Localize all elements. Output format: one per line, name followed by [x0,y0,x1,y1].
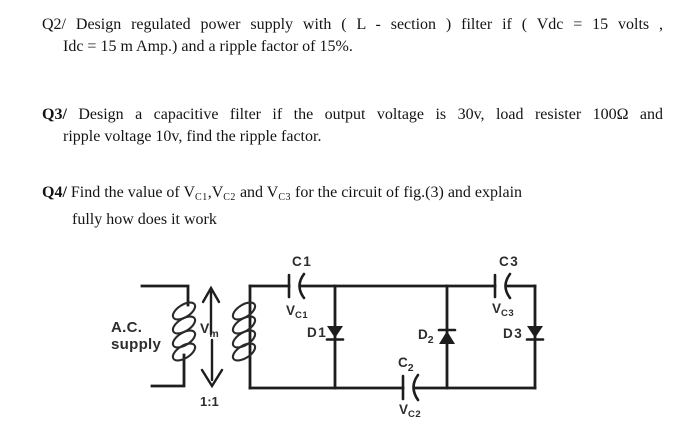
q2-text-line1: Design regulated power supply with ( L - section ) filter if ( Vdc = 15 volts , [75,16,664,33]
vc3-main: V [492,301,502,316]
d1-label [307,325,327,340]
c2-main: C [398,355,408,370]
q3-number: Q3/ [42,106,67,123]
q4-text-part3: and V [235,184,279,201]
d3-label [503,326,523,341]
q4-text-line2: fully how does it work [72,211,217,228]
c3-text: C3 [499,254,520,269]
c2-label [398,355,414,374]
question-q3 [42,104,663,148]
d3-text: D3 [503,326,524,341]
ac-supply-line1: A.C. [111,319,143,336]
vm-main: V [200,320,210,336]
d2-label [418,327,434,346]
q2-line1 [42,14,663,36]
q3-text-line2: ripple voltage 10v, find the ripple factor. [63,128,322,145]
diode-d3-icon [527,286,543,388]
q4-text-part4: for the circuit of fig.(3) and explain [290,184,523,201]
vc1-label [286,303,308,321]
primary-top-lead [142,286,188,305]
q4-sub-c3: C3 [278,192,291,203]
c1-label [292,254,312,269]
vc3-label [492,301,514,319]
c2-sub: 2 [407,362,414,374]
vc2-main: V [399,402,409,417]
q4-line1 [42,182,522,209]
turns-ratio-label: 1:1 [200,394,219,409]
q4-text-part1: Find the value of V [70,184,196,201]
vc2-sub: C2 [408,409,422,420]
vm-label [200,320,219,340]
ac-supply-line2: supply [111,336,162,353]
question-q4 [42,182,522,231]
vm-down-arrow-icon [202,340,222,386]
diode-d2-icon [439,286,455,388]
d2-sub: 2 [427,334,434,346]
q2-text-line2: Idc = 15 m Amp.) and a ripple factor of 15%. [63,38,353,55]
vc1-sub: C1 [295,310,309,321]
circuit-diagram [0,240,700,445]
transformer-secondary [230,286,258,388]
q4-number: Q4/ [42,184,67,201]
question-q2 [42,14,663,58]
vc2-label [399,402,421,420]
q4-sub-c1: C1 [195,192,208,203]
ac-supply-label [111,319,161,353]
secondary-coil-icon [230,299,258,364]
vm-sub: m [209,328,219,340]
diode-d1-icon [327,286,343,388]
q4-text-part2: ,V [207,184,224,201]
c3-label [499,254,519,269]
q2-number: Q2/ [42,16,66,33]
d1-text: D1 [307,325,328,340]
q3-line1 [42,104,663,126]
q4-sub-c2: C2 [223,192,236,203]
d2-main: D [418,327,428,342]
q3-text-line1: Design a capacitive filter if the output voltage is 30v, load resister 100Ω and [78,106,664,123]
c1-text: C1 [292,254,313,269]
vc1-main: V [286,303,296,318]
vc3-sub: C3 [501,308,515,319]
